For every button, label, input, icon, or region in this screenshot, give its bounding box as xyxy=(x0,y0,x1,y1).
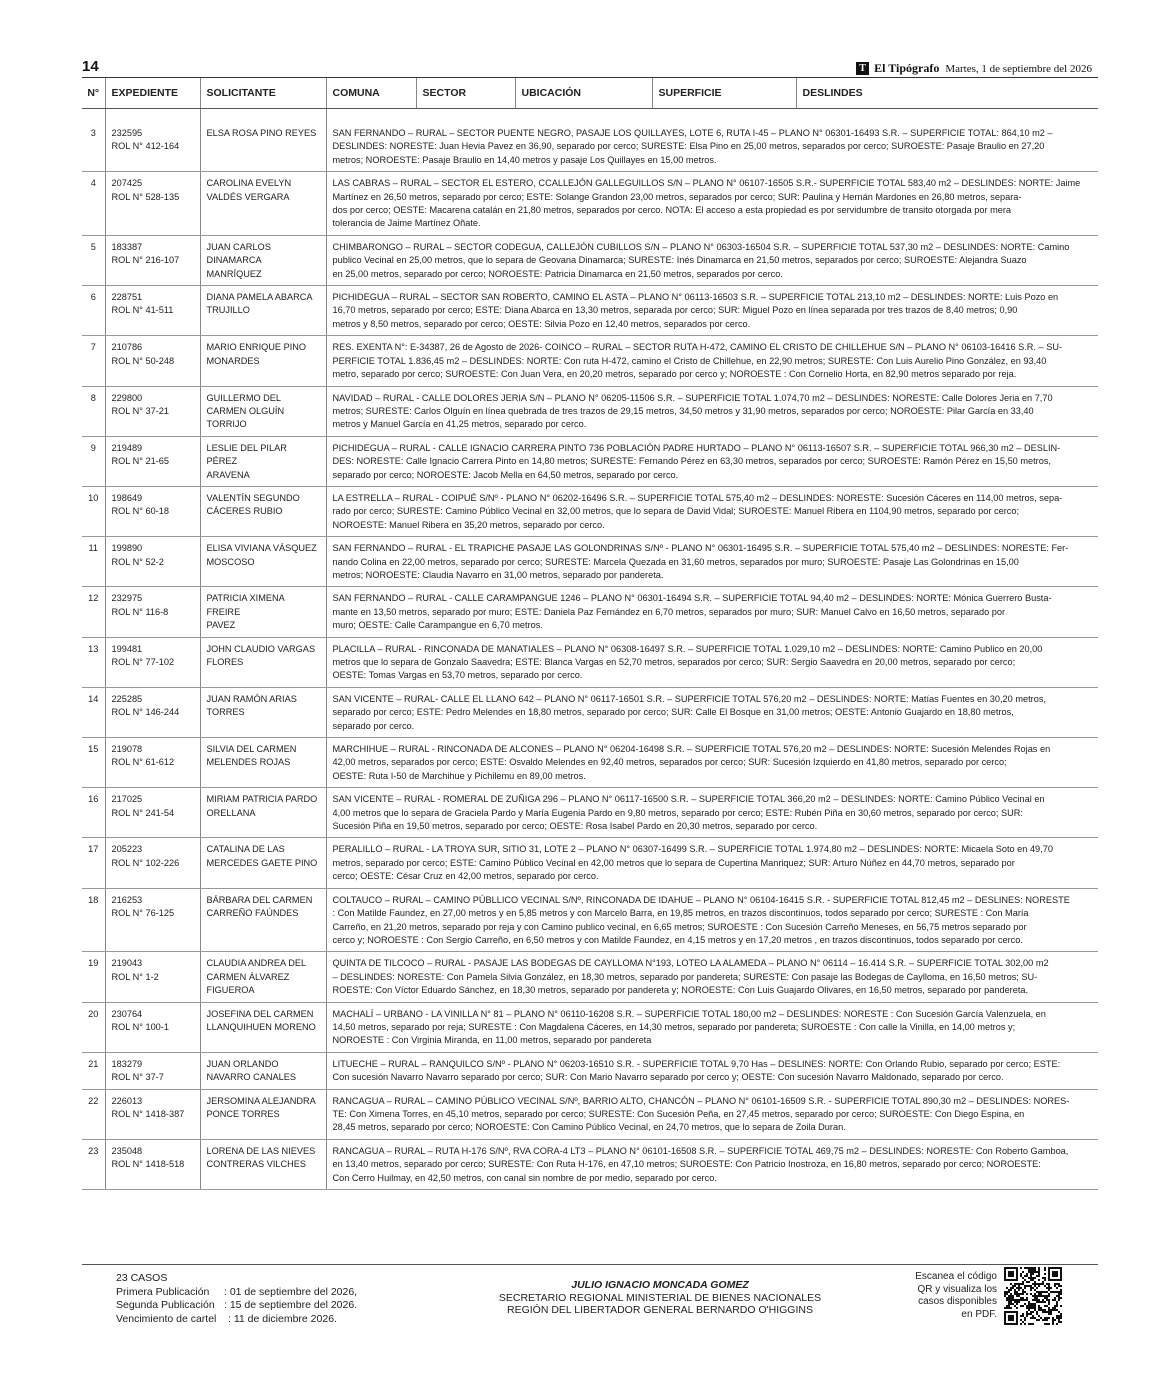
solicitante-cell xyxy=(200,486,326,536)
table-row xyxy=(82,952,1098,1002)
signer-name: JULIO IGNACIO MONCADA GOMEZ xyxy=(571,1279,749,1291)
rol-number: ROL N° 1-2 xyxy=(111,971,159,982)
solicitante-name-line: TORRIJO xyxy=(206,419,247,430)
description-cell xyxy=(326,172,1098,236)
rol-number: ROL N° 1418-518 xyxy=(111,1159,185,1170)
solicitante-cell xyxy=(200,788,326,838)
table-row xyxy=(82,838,1098,888)
expediente-cell xyxy=(105,286,200,336)
expediente-number: 199890 xyxy=(111,543,143,554)
solicitante-cell xyxy=(200,587,326,637)
description-line: nando Colina en 22,00 metros, separado por cerco; SURESTE: Marcela Quezada en 31,60 metros, separados por muro; SUROESTE: Pasaje Las Golondrinas en 15,00 xyxy=(332,556,1019,567)
description-line: RANCAGUA – RURAL – CAMINO PÚBLICO VECINAL S/Nº, BARRIO ALTO, CHANCÓN – PLANO N° 06101-16509 S.R. - SUPERFICIE TOTAL 890,30 m2 – DESLINDES: NORES- xyxy=(332,1095,1070,1106)
table-row xyxy=(82,888,1098,952)
table-row xyxy=(82,436,1098,486)
expediente-number: 217025 xyxy=(111,794,143,805)
description-line: dos por cerco; OESTE: Macarena catalán en 21,80 metros, separados por cerco. NOTA: El acceso a esta propiedad es por servidumbre de transito otorgada por mera xyxy=(332,205,1012,216)
column-header-number: N° xyxy=(82,78,105,108)
table-row xyxy=(82,235,1098,285)
description-line: 28,45 metros, separado por cerco; NOROESTE: Con Camino Público Vecinal, en 24,70 metros, que lo separa de Zoila Duran. xyxy=(332,1122,846,1133)
solicitante-cell xyxy=(200,286,326,336)
row-number: 5 xyxy=(82,235,105,285)
table-body xyxy=(82,108,1098,1190)
description-line: en 13,40 metros, separado por cerco; SURESTE: Con Ruta H-176, en 47,10 metros; SUROESTE: Con Patricio Inostroza, en 16,80 metros, separado por cerco; NOROESTE: xyxy=(332,1159,1041,1170)
description-line: rado por cerco; SURESTE: Camino Público Vecinal en 32,00 metros, que lo separa de David Vidal; SUROESTE: Manuel Ribera en 1104,90 metros, separado por cerco; xyxy=(332,506,1020,517)
solicitante-name-line: JUAN CARLOS xyxy=(206,241,271,252)
expediente-number: 219078 xyxy=(111,744,143,755)
solicitante-name-line: CÁCERES RUBIO xyxy=(206,506,283,517)
rol-number: ROL N° 146-244 xyxy=(111,707,180,718)
description-line: metros, separado por cerco; ESTE: Camino Público Vecinal en 42,00 metros que lo separa de Cupertina Manriquez; SUR: Arturo Núñez en 44,70 metros, separado por xyxy=(332,857,1015,868)
description-line: PERALILLO – RURAL - LA TROYA SUR, SITIO 31, LOTE 2 – PLANO N° 06307-16499 S.R. – SUPERFICIE TOTAL 1.974,80 m2 – DESLINDES: NORTE: Micaela Soto en 49,70 xyxy=(332,844,1053,855)
row-number: 6 xyxy=(82,286,105,336)
rol-number: ROL N° 37-7 xyxy=(111,1072,164,1083)
solicitante-name-line: JUAN ORLANDO xyxy=(206,1058,279,1069)
first-publication-value: : 01 de septiembre del 2026, xyxy=(224,1285,358,1298)
publication-name: El Tipógrafo xyxy=(874,61,940,75)
description-cell xyxy=(326,122,1098,172)
expediente-cell xyxy=(105,336,200,386)
table-row xyxy=(82,537,1098,587)
solicitante-name-line: JERSOMINA ALEJANDRA xyxy=(206,1095,316,1106)
solicitante-name-line: LESLIE DEL PILAR PÉREZ xyxy=(206,442,287,467)
column-header-expediente: EXPEDIENTE xyxy=(105,78,200,108)
table-row xyxy=(82,738,1098,788)
rol-number: ROL N° 412-164 xyxy=(111,141,180,152)
expediente-cell xyxy=(105,687,200,737)
table-row xyxy=(82,1139,1098,1189)
row-number: 7 xyxy=(82,336,105,386)
description-line: : Con Matilde Faundez, en 27,00 metros y en 5,85 metros y con Marcelo Barra, en 19,85 metros, en trazos discontinuos, todos separado por cerco; SURESTE : Con María xyxy=(332,908,1029,919)
solicitante-name-line: FLORES xyxy=(206,657,244,667)
solicitante-cell xyxy=(200,838,326,888)
row-number: 20 xyxy=(82,1002,105,1052)
description-line: 42,00 metros, separados por cerco; ESTE: Osvaldo Melendes en 92,40 metros, separados por cerco; SUR: Sucesión Izquierdo en 41,80 metros, separado por cerco; xyxy=(332,757,1007,768)
description-cell xyxy=(326,687,1098,737)
solicitante-name-line: CONTRERAS VILCHES xyxy=(206,1159,307,1170)
description-line: metros; NOROESTE: Pasaje Braulio en 14,40 metros y pasaje Los Quillayes en 15,00 metros. xyxy=(332,154,717,165)
description-line: Sucesión Piña en 19,50 metros, separado por cerco; OESTE: Rosa Isabel Pardo en 20,30 metros, separado por cerco. xyxy=(332,821,818,832)
rol-number: ROL N° 76-125 xyxy=(111,908,175,919)
expiry-label: Vencimiento de cartel xyxy=(116,1312,217,1325)
table-row xyxy=(82,587,1098,637)
signature-block xyxy=(470,1279,850,1317)
qr-caption-line: en PDF. xyxy=(961,1308,997,1320)
solicitante-name-line: MELENDES ROJAS xyxy=(206,757,291,768)
description-line: Martínez en 26,50 metros, separado por cerco; ESTE: Solange Grandon 23,00 metros, separados por cerco; SUR: Paulina y Hernán Mardones en 26,80 metros, separa- xyxy=(332,191,1022,202)
solicitante-name-line: LLANQUIHUEN MORENO xyxy=(206,1021,316,1032)
description-cell xyxy=(326,486,1098,536)
solicitante-name-line: CATALINA DE LAS xyxy=(206,844,285,855)
row-number: 4 xyxy=(82,172,105,236)
table-row xyxy=(82,336,1098,386)
description-cell xyxy=(326,738,1098,788)
signer-title: SECRETARIO REGIONAL MINISTERIAL DE BIENES NACIONALES xyxy=(498,1291,822,1304)
rol-number: ROL N° 61-612 xyxy=(111,757,175,768)
description-cell xyxy=(326,1139,1098,1189)
description-line: PICHIDEGUA – RURAL – SECTOR SAN ROBERTO, CAMINO EL ASTA – PLANO N° 06113-16503 S.R. – SUPERFICIE TOTAL 213,10 m2 – DESLINDES: NORTE: Luis Pozo en xyxy=(332,292,1059,303)
expediente-number: 225285 xyxy=(111,693,143,704)
solicitante-name-line: DINAMARCA xyxy=(206,255,262,266)
solicitante-cell xyxy=(200,687,326,737)
solicitante-name-line: GUILLERMO DEL xyxy=(206,392,282,403)
row-number: 17 xyxy=(82,838,105,888)
table-row xyxy=(82,637,1098,687)
description-cell xyxy=(326,386,1098,436)
expediente-number: 198649 xyxy=(111,492,143,503)
solicitante-name-line: PATRICIA XIMENA FREIRE xyxy=(206,593,285,617)
expediente-cell xyxy=(105,587,200,637)
expediente-cell xyxy=(105,122,200,172)
expediente-number: 226013 xyxy=(111,1095,143,1106)
description-line: QUINTA DE TILCOCO – RURAL - PASAJE LAS BODEGAS DE CAYLLOMA N°193, LOTEO LA ALAMEDA – PLANO N° 06114 – 16.414 S.R. – SUPERFICIE TOTAL 302,00 m2 xyxy=(332,958,1049,969)
solicitante-cell xyxy=(200,172,326,236)
table-row xyxy=(82,1052,1098,1089)
description-line: metros y 8,50 metros, separado por cerco; OESTE: Silvia Pozo en 12,40 metros, separados por cerco. xyxy=(332,318,751,329)
expediente-number: 232975 xyxy=(111,593,143,604)
description-line: tolerancia de Jaime Martínez Oñate. xyxy=(332,218,481,229)
rol-number: ROL N° 100-1 xyxy=(111,1021,169,1032)
description-line: metros que lo separa de Gonzalo Saavedra; ESTE: Blanca Vargas en 52,70 metros, separados por cerco; SUR: Sergio Saavedra en 20,00 metros, separado por cerco; xyxy=(332,657,1016,667)
page-header xyxy=(82,58,1098,78)
expediente-number: 216253 xyxy=(111,894,143,905)
expediente-cell xyxy=(105,235,200,285)
expediente-cell xyxy=(105,952,200,1002)
solicitante-cell xyxy=(200,386,326,436)
solicitante-cell xyxy=(200,122,326,172)
solicitante-name-line: MARIO ENRIQUE PINO xyxy=(206,342,307,353)
description-line: MARCHIHUE – RURAL - RINCONADA DE ALCONES – PLANO N° 06204-16498 S.R. – SUPERFICIE TOTAL 576,20 m2 – DESLINDES: NORTE: Sucesión Melendes Rojas en xyxy=(332,744,1051,755)
expediente-number: 199481 xyxy=(111,643,143,654)
rol-number: ROL N° 52-2 xyxy=(111,556,164,567)
table-row xyxy=(82,172,1098,236)
description-line: LAS CABRAS – RURAL – SECTOR EL ESTERO, CCALLEJÓN GALLEGUILLOS S/N – PLANO N° 06107-16505 S.R.- SUPERFICIE TOTAL 583,40 m2 – DESLINDES: NORTE: Jaime xyxy=(332,178,1081,189)
description-line: NOROESTE : Con Virginia Miranda, en 11,00 metros, separado por pandereta xyxy=(332,1035,652,1046)
description-line: OESTE: Ruta I-50 de Marchihue y Pichilemu en 89,00 metros. xyxy=(332,770,586,781)
expediente-number: 205223 xyxy=(111,844,143,855)
description-line: metros; NOROESTE: Claudia Navarro en 31,00 metros, separado por pandereta. xyxy=(332,569,664,580)
expediente-number: 207425 xyxy=(111,178,143,189)
solicitante-cell xyxy=(200,1052,326,1089)
description-line: LA ESTRELLA – RURAL - COIPUÉ S/Nº - PLANO N° 06202-16496 S.R. – SUPERFICIE TOTAL 575,40 m2 – DESLINDES: NORESTE: Sucesión Cáceres en 114,00 metros, sepa- xyxy=(332,492,1063,503)
cases-table xyxy=(82,78,1098,1190)
description-line: SAN VICENTE – RURAL- CALLE EL LLANO 642 – PLANO N° 06117-16501 S.R. – SUPERFICIE TOTAL 576,20 m2 – DESLINDES: NORTE: Matías Fuentes en 30,20 metros, xyxy=(332,693,1046,704)
solicitante-name-line: CAROLINA EVELYN xyxy=(206,178,292,189)
row-number: 23 xyxy=(82,1139,105,1189)
row-number: 13 xyxy=(82,637,105,687)
expediente-cell xyxy=(105,637,200,687)
solicitante-name-line: BÁRBARA DEL CARMEN xyxy=(206,894,313,905)
description-line: mante en 13,50 metros, separado por muro; ESTE: Daniela Paz Fernández en 6,70 metros, separados por muro; SUR: Manuel Calvo en 16,50 metros, separado por xyxy=(332,606,1006,617)
description-line: SAN FERNANDO – RURAL – SECTOR PUENTE NEGRO, PASAJE LOS QUILLAYES, LOTE 6, RUTA I-45 – PLANO N° 06301-16493 S.R. – SUPERFICIE TOTAL: 864,10 m2 – xyxy=(332,128,1053,138)
description-line: DESLINDES: NORESTE: Juan Hevia Pavez en 36,90, separado por cerco; SURESTE: Elsa Pino en 25,00 metros, separados por cerco; SUROESTE: Pasaje Braulio en 27,20 xyxy=(332,141,1045,152)
description-line: cerco; OESTE: César Cruz en 42,00 metros, separado por cerco. xyxy=(332,871,599,882)
expediente-cell xyxy=(105,436,200,486)
qr-caption-line: casos disponibles xyxy=(918,1296,997,1307)
solicitante-cell xyxy=(200,888,326,952)
description-line: separado por cerco. xyxy=(332,720,415,731)
table-header-row xyxy=(82,78,1098,108)
solicitante-name-line: CARMEN OLGUÍN xyxy=(206,405,285,416)
description-line: LITUECHE – RURAL – RANQUILCO S/Nº - PLANO N° 06203-16510 S.R. - SUPERFICIE TOTAL 9,70 Has – DESLINES: NORTE: Con Orlando Rubio, separado por cerco; ESTE: xyxy=(332,1058,1061,1069)
description-line: 16,70 metros, separado por cerco; ESTE: Diana Abarca en 13,30 metros, separada por cerco; SUR: Miguel Pozo en línea separada por tres trazos de 8,40 metros; 0,90 xyxy=(332,305,1018,316)
row-number: 18 xyxy=(82,888,105,952)
solicitante-name-line: CARMEN ÁLVAREZ xyxy=(206,971,290,982)
description-cell xyxy=(326,1089,1098,1139)
description-line: TE: Con Ximena Torres, en 45,10 metros, separado por cerco; SURESTE: Con Sucesión Peña, en 27,45 metros, separado por cerco; SUROESTE: Con Diego Espina, en xyxy=(332,1108,1025,1119)
expiry-value: : 11 de diciembre 2026. xyxy=(228,1312,337,1325)
table-row xyxy=(82,788,1098,838)
solicitante-name-line: MOSCOSO xyxy=(206,556,255,567)
description-line: metros y Manuel García en 41,25 metros, separado por cerco. xyxy=(332,419,587,430)
description-line: NOROESTE: Manuel Ribera en 35,20 metros, separado por cerco. xyxy=(332,519,605,530)
expediente-number: 219489 xyxy=(111,442,143,453)
solicitante-name-line: DIANA PAMELA ABARCA xyxy=(206,292,313,303)
description-line: PLACILLA – RURAL - RINCONADA DE MANATIALES – PLANO N° 06308-16497 S.R. – SUPERFICIE TOTAL 1.029,10 m2 – DESLINDES: NORTE: Camino Publico en 20,00 xyxy=(332,643,1043,654)
solicitante-name-line: PONCE TORRES xyxy=(206,1108,280,1119)
description-cell xyxy=(326,286,1098,336)
row-number: 12 xyxy=(82,587,105,637)
solicitante-name-line: FIGUEROA xyxy=(206,985,255,996)
description-line: Carreño, en 21,20 metros, separado por reja y con Camino publico vecinal, en 6,65 metros; SUROESTE : Con Sucesión Carreño Meneses, en 56,75 metros separado por xyxy=(332,921,1027,932)
column-header-ubicacion: UBICACIÓN xyxy=(515,78,652,108)
second-publication-value: : 15 de septiembre del 2026. xyxy=(224,1299,358,1311)
rol-number: ROL N° 241-54 xyxy=(111,807,175,818)
solicitante-name-line: ELISA VIVIANA VÁSQUEZ xyxy=(206,543,317,554)
expediente-cell xyxy=(105,386,200,436)
solicitante-cell xyxy=(200,738,326,788)
row-number: 10 xyxy=(82,486,105,536)
row-number: 9 xyxy=(82,436,105,486)
solicitante-name-line: VALDÉS VERGARA xyxy=(206,191,290,202)
expediente-number: 232595 xyxy=(111,128,143,138)
description-line: en 25,00 metros, separado por cerco; NOROESTE: Patricia Dinamarca en 21,50 metros, separados por cerco. xyxy=(332,268,783,279)
expediente-cell xyxy=(105,486,200,536)
row-number: 22 xyxy=(82,1089,105,1139)
description-line: PERFICIE TOTAL 1.836,45 m2 – DESLINDES: NORTE: Con ruta H-472, camino el Cristo de Chillehue, en 22,90 metros; SURESTE: Con Luis Aurelio Pino González, en 93,40 xyxy=(332,355,1047,366)
solicitante-cell xyxy=(200,1139,326,1189)
solicitante-name-line: NAVARRO CANALES xyxy=(206,1072,297,1083)
rol-number: ROL N° 60-18 xyxy=(111,506,169,517)
solicitante-cell xyxy=(200,1002,326,1052)
expediente-cell xyxy=(105,888,200,952)
expediente-number: 219043 xyxy=(111,958,143,969)
first-publication-label: Primera Publicación xyxy=(116,1285,210,1298)
expediente-cell xyxy=(105,1052,200,1089)
row-number: 19 xyxy=(82,952,105,1002)
table-spacer-row xyxy=(82,108,1098,122)
column-header-sector: SECTOR xyxy=(416,78,515,108)
expediente-cell xyxy=(105,1089,200,1139)
description-cell xyxy=(326,1002,1098,1052)
table-row xyxy=(82,122,1098,172)
solicitante-name-line: ELSA ROSA PINO REYES xyxy=(206,128,317,138)
description-cell xyxy=(326,537,1098,587)
table-row xyxy=(82,1002,1098,1052)
expediente-cell xyxy=(105,537,200,587)
solicitante-name-line: JOHN CLAUDIO VARGAS xyxy=(206,643,316,654)
row-number: 3 xyxy=(82,122,105,172)
expediente-cell xyxy=(105,172,200,236)
solicitante-name-line: TRUJILLO xyxy=(206,305,250,316)
rol-number: ROL N° 216-107 xyxy=(111,255,180,266)
description-line: Con sucesión Navarro Navarro separado por cerco; SUR: Con Mario Navarro separado por cerco y; OESTE: Con sucesión Navarro Maldonado, separado por cerco. xyxy=(332,1072,1004,1083)
description-line: metros; SURESTE: Carlos Olguín en línea quebrada de tres trazos de 29,15 metros, 34,50 metros y 31,90 metros, separados por cerco; NOROESTE: Pilar García en 33,40 xyxy=(332,405,1034,416)
qr-code-icon[interactable] xyxy=(1004,1267,1062,1325)
description-line: muro; OESTE: Calle Carampangue en 6,70 metros. xyxy=(332,620,543,631)
description-cell xyxy=(326,336,1098,386)
description-cell xyxy=(326,788,1098,838)
description-line: SAN VICENTE – RURAL - ROMERAL DE ZUÑIGA 296 – PLANO N° 06117-16500 S.R. – SUPERFICIE TOTAL 366,20 m2 – DESLINDES: NORTE: Camino Público Vecinal en xyxy=(332,794,1045,805)
expediente-number: 183279 xyxy=(111,1058,143,1069)
description-line: RES. EXENTA N°: E-34387, 26 de Agosto de 2026- COINCO – RURAL – SECTOR RUTA H-472, CAMINO EL CRISTO DE CHILLEHUE S/N – PLANO N° 06103-16416 S.R. – SU- xyxy=(332,342,1063,353)
expediente-number: 183387 xyxy=(111,241,143,252)
description-line: SAN FERNANDO – RURAL - CALLE CARAMPANGUE 1246 – PLANO N° 06301-16494 S.R. – SUPERFICIE TOTAL 94,40 m2 – DESLINDES: NORTE: Mónica Guerrero Busta- xyxy=(332,593,1052,604)
description-line: Con Cerro Huilmay, en 42,50 metros, con canal sin nombre de por medio, separado por cerco. xyxy=(332,1172,717,1183)
description-cell xyxy=(326,952,1098,1002)
rol-number: ROL N° 1418-387 xyxy=(111,1108,185,1119)
newspaper-logo-icon: T xyxy=(856,62,869,75)
description-cell xyxy=(326,838,1098,888)
column-header-comuna: COMUNA xyxy=(326,78,416,108)
expediente-cell xyxy=(105,1002,200,1052)
expediente-number: 230764 xyxy=(111,1008,143,1019)
description-line: – DESLINDES: NORESTE: Con Pamela Silvia González, en 18,30 metros, separado por pandereta; SURESTE: Con pasaje las Bodegas de Caylloma, en 16,50 metros; SU- xyxy=(332,971,1038,982)
description-cell xyxy=(326,587,1098,637)
row-number: 14 xyxy=(82,687,105,737)
cases-sheet xyxy=(82,77,1098,1265)
solicitante-name-line: ORELLANA xyxy=(206,807,256,818)
row-number: 16 xyxy=(82,788,105,838)
signer-region: REGIÓN DEL LIBERTADOR GENERAL BERNARDO O'HIGGINS xyxy=(507,1304,813,1316)
second-publication-row xyxy=(116,1299,357,1313)
solicitante-name-line: MIRIAM PATRICIA PARDO xyxy=(206,794,318,805)
description-cell xyxy=(326,888,1098,952)
rol-number: ROL N° 37-21 xyxy=(111,405,169,416)
row-number: 21 xyxy=(82,1052,105,1089)
solicitante-name-line: JUAN RAMÓN ARIAS xyxy=(206,693,297,704)
description-line: COLTAUCO – RURAL – CAMINO PÚBLLICO VECINAL S/Nº, RINCONADA DE IDAHUE – PLANO N° 06104-16415 S.R. - SUPERFICIE TOTAL 812,45 m2 – DESLINES: NORESTE xyxy=(332,894,1070,905)
description-line: separado por cerco; NOROESTE: Jacob Mella en 64,50 metros, separado por cerco. xyxy=(332,469,679,480)
solicitante-name-line: MONARDES xyxy=(206,355,260,366)
solicitante-name-line: JOSEFINA DEL CARMEN xyxy=(206,1008,314,1019)
expediente-number: 228751 xyxy=(111,292,143,303)
rol-number: ROL N° 102-226 xyxy=(111,857,180,868)
description-line: ROESTE: Con Víctor Eduardo Sánchez, en 18,30 metros, separado por pandereta y; NOROESTE: Con Luis Guajardo Olivares, en 16,50 metros, separado por pandereta. xyxy=(332,985,1029,996)
description-line: metro, separado por cerco; SUROESTE: Con Juan Vera, en 20,20 metros, separado por cerco y; NOROESTE : Con Cornelio Horta, en 82,90 metros separado por reja. xyxy=(332,369,1017,380)
rol-number: ROL N° 77-102 xyxy=(111,657,175,667)
qr-caption xyxy=(905,1271,997,1321)
description-line: publico Vecinal en 25,00 metros, que lo separa de Geovana Dinamarca; SURESTE: Inés Dinamarca en 21,50 metros, separados por cerco; SUROESTE: Alejandra Suazo xyxy=(332,255,1027,266)
description-line: RANCAGUA – RURAL – RUTA H-176 S/Nº, RVA CORA-4 LT3 – PLANO N° 06101-16508 S.R. – SUPERFICIE TOTAL 469,75 m2 – DESLINDES: NORESTE: Con Roberto Gamboa, xyxy=(332,1145,1069,1156)
solicitante-name-line: MANRÍQUEZ xyxy=(206,268,262,279)
description-cell xyxy=(326,235,1098,285)
description-line: CHIMBARONGO – RURAL – SECTOR CODEGUA, CALLEJÓN CUBILLOS S/N – PLANO N° 06303-16504 S.R. – SUPERFICIE TOTAL 537,30 m2 – DESLINDES: NORTE: Camino xyxy=(332,241,1070,252)
expediente-number: 229800 xyxy=(111,392,143,403)
description-line: NAVIDAD – RURAL - CALLE DOLORES JERIA S/N – PLANO N° 06205-11506 S.R. – SUPERFICIE TOTAL 1.074,70 m2 – DESLINDES: NORESTE: Calle Dolores Jeria en 7,70 xyxy=(332,392,1053,403)
qr-caption-line: QR y visualiza los xyxy=(917,1283,997,1295)
description-line: OESTE: Tomas Vargas en 53,70 metros, separado por cerco. xyxy=(332,670,583,681)
description-line: cerco y; NOROESTE : Con Sergio Carreño, en 6,50 metros y con Matilde Faundez, en 4,15 metros y en 17,20 metros , en trazos discontinuos, todos separado por cerco. xyxy=(332,934,1023,945)
solicitante-name-line: LORENA DE LAS NIEVES xyxy=(206,1145,316,1156)
solicitante-cell xyxy=(200,235,326,285)
solicitante-name-line: PAVEZ xyxy=(206,620,236,631)
table-row xyxy=(82,386,1098,436)
masthead xyxy=(856,61,1092,76)
solicitante-name-line: CLAUDIA ANDREA DEL xyxy=(206,958,307,969)
expediente-cell xyxy=(105,788,200,838)
expediente-cell xyxy=(105,1139,200,1189)
row-number: 11 xyxy=(82,537,105,587)
expediente-number: 235048 xyxy=(111,1145,143,1156)
solicitante-cell xyxy=(200,436,326,486)
expediente-cell xyxy=(105,738,200,788)
solicitante-name-line: ARAVENA xyxy=(206,469,250,480)
table-row xyxy=(82,286,1098,336)
expiry-row xyxy=(116,1313,357,1327)
description-line: separado por cerco; ESTE: Pedro Melendes en 18,80 metros, separado por cerco; SUR: Calle El Bosque en 31,00 metros; OESTE: Antonio Guajardo en 18,80 metros, xyxy=(332,707,1014,718)
description-line: 4,00 metros que lo separa de Graciela Pardo y María Eugenia Pardo en 9,80 metros, separado por cerco; ESTE: Rubén Piña en 30,60 metros, separado por cerco; SUR: xyxy=(332,807,1023,818)
rol-number: ROL N° 21-65 xyxy=(111,456,169,467)
column-header-superficie: SUPERFICIE xyxy=(652,78,796,108)
description-line: PICHIDEGUA – RURAL - CALLE IGNACIO CARRERA PINTO 736 POBLACIÓN PADRE HURTADO – PLANO N° 06113-16507 S.R. – SUPERFICIE TOTAL 966,30 m2 – DESLIN- xyxy=(332,442,1061,453)
first-publication-row xyxy=(116,1286,357,1300)
expediente-number: 210786 xyxy=(111,342,143,353)
table-row xyxy=(82,687,1098,737)
table-row xyxy=(82,1089,1098,1139)
description-line: SAN FERNANDO – RURAL - EL TRAPICHE PASAJE LAS GOLONDRINAS S/Nº - PLANO N° 06301-16495 S.R. – SUPERFICIE TOTAL 575,40 m2 – DESLINDES: NORESTE: Fer- xyxy=(332,543,1069,554)
expediente-cell xyxy=(105,838,200,888)
column-header-deslindes: DESLINDES xyxy=(796,78,1098,108)
page-number: 14 xyxy=(82,58,99,75)
second-publication-label: Segunda Publicación xyxy=(116,1299,215,1311)
description-cell xyxy=(326,1052,1098,1089)
table-row xyxy=(82,486,1098,536)
rol-number: ROL N° 116-8 xyxy=(111,606,169,617)
solicitante-cell xyxy=(200,1089,326,1139)
description-line: 14,50 metros, separado por reja; SURESTE : Con Magdalena Cáceres, en 14,30 metros, separado por pandereta; SUROESTE : Con calle la Vinilla, en 14,00 metros y; xyxy=(332,1021,1016,1032)
description-line: MACHALÍ – URBANO - LA VINILLA N° 81 – PLANO N° 06110-16208 S.R. – SUPERFICIE TOTAL 180,00 m2 – DESLINDES: NORESTE : Con Sucesión García Valenzuela, en xyxy=(332,1008,1046,1019)
solicitante-name-line: TORRES xyxy=(206,707,245,718)
solicitante-name-line: SILVIA DEL CARMEN xyxy=(206,744,297,755)
solicitante-name-line: MERCEDES GAETE PINO xyxy=(206,857,318,868)
solicitante-cell xyxy=(200,336,326,386)
row-number: 15 xyxy=(82,738,105,788)
description-line: DES: NORESTE: Calle Ignacio Carrera Pinto en 14,80 metros; SURESTE: Fernando Pérez en 63,30 metros, separados por cerco; SUROESTE: Ramón Pérez en 15,50 metros, xyxy=(332,456,1051,467)
solicitante-cell xyxy=(200,637,326,687)
solicitante-name-line: VALENTÍN SEGUNDO xyxy=(206,492,300,503)
rol-number: ROL N° 528-135 xyxy=(111,191,180,202)
column-header-solicitante: SOLICITANTE xyxy=(200,78,326,108)
cases-count: 23 CASOS xyxy=(116,1272,168,1284)
solicitante-cell xyxy=(200,537,326,587)
description-cell xyxy=(326,436,1098,486)
row-number: 8 xyxy=(82,386,105,436)
qr-caption-line: Escanea el código xyxy=(915,1271,997,1282)
rol-number: ROL N° 41-511 xyxy=(111,305,174,316)
rol-number: ROL N° 50-248 xyxy=(111,355,175,366)
solicitante-name-line: CARREÑO FAÚNDES xyxy=(206,908,299,919)
description-cell xyxy=(326,637,1098,687)
publication-date: Martes, 1 de septiembre del 2026 xyxy=(945,62,1092,75)
solicitante-cell xyxy=(200,952,326,1002)
publication-info xyxy=(116,1272,357,1326)
